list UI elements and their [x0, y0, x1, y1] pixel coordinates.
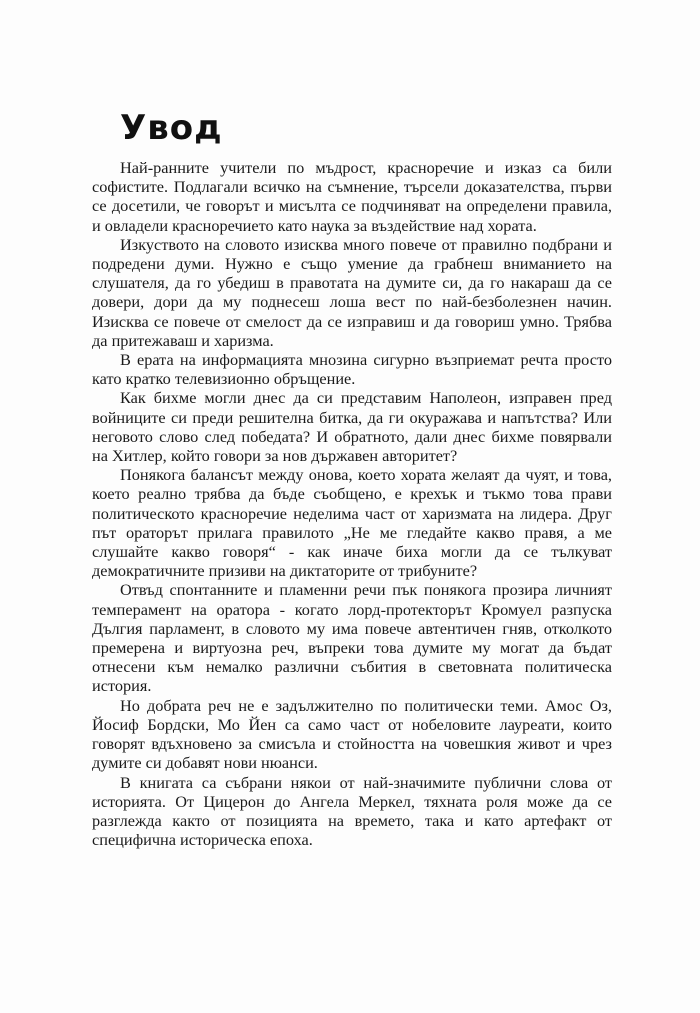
chapter-title: Увод: [120, 108, 223, 148]
paragraph: В книгата са събрани някои от най-значимите публични слова от историята. От Цицерон до Ангела Меркел, тяхната роля може да се разглежда както от позицията на времето, така и като артефакт от специфична историческа епоха.: [92, 772, 612, 850]
paragraph: Отвъд спонтанните и пламенни речи пък понякога прозира личният темперамент на оратора - когато лорд-протекторът Кромуел разпуска Дългия парламент, в словото му има повече автентичен гняв, отколкото премерена и виртуозна реч, въпреки това думите му могат да бъдат отнесени към немалко различни събития в световната политическа история.: [92, 580, 612, 696]
paragraph: Но добрата реч не е задължително по политически теми. Амос Оз, Йосиф Бордски, Мо Йен са само част от нобеловите лауреати, които говорят вдъхновено за смисъла и стойността на човешкия живот и чрез думите си добавят нови нюанси.: [92, 695, 612, 773]
paragraph: Как бихме могли днес да си представим Наполеон, изправен пред войниците си преди решителна битка, да ги окуражава и напътства? Или неговото слово след победата? И обратното, дали днес бихме повярвали на Хитлер, който говори за нов държавен авторитет?: [92, 388, 612, 466]
chapter-body: [92, 158, 612, 849]
paragraph: В ерата на информацията мнозина сигурно възприемат речта просто като кратко телевизионно обръщение.: [92, 350, 612, 389]
paragraph: Най-ранните учители по мъдрост, красноречие и изказ са били софистите. Подлагали всичко на съмнение, търсели доказателства, първи се досетили, че говорът и мисълта се подчиняват на определени правила, и овладели красноречието като наука за въздействие над хората.: [92, 158, 612, 235]
paragraph: Изкуството на словото изисква много повече от правилно подбрани и подредени думи. Нужно е също умение да грабнеш вниманието на слушателя, да го убедиш в правотата на думите си, да го накараш да се довери, дори да му поднесеш лоша вест по най-безболезнен начин. Изисква се повече от смелост да се изправиш и да говориш умно. Трябва да притежаваш и харизма.: [92, 234, 612, 350]
paragraph: Понякога балансът между онова, което хората желаят да чуят, и това, което реално трябва да бъде съобщено, е крехък и тъкмо това прави политическото красноречие неделима част от харизмата на лидера. Друг път ораторът прилага правилото „Не ме гледайте какво правя, а ме слушайте какво говоря“ - как иначе биха могли да се тълкуват демократичните призиви на диктаторите от трибуните?: [92, 465, 612, 581]
